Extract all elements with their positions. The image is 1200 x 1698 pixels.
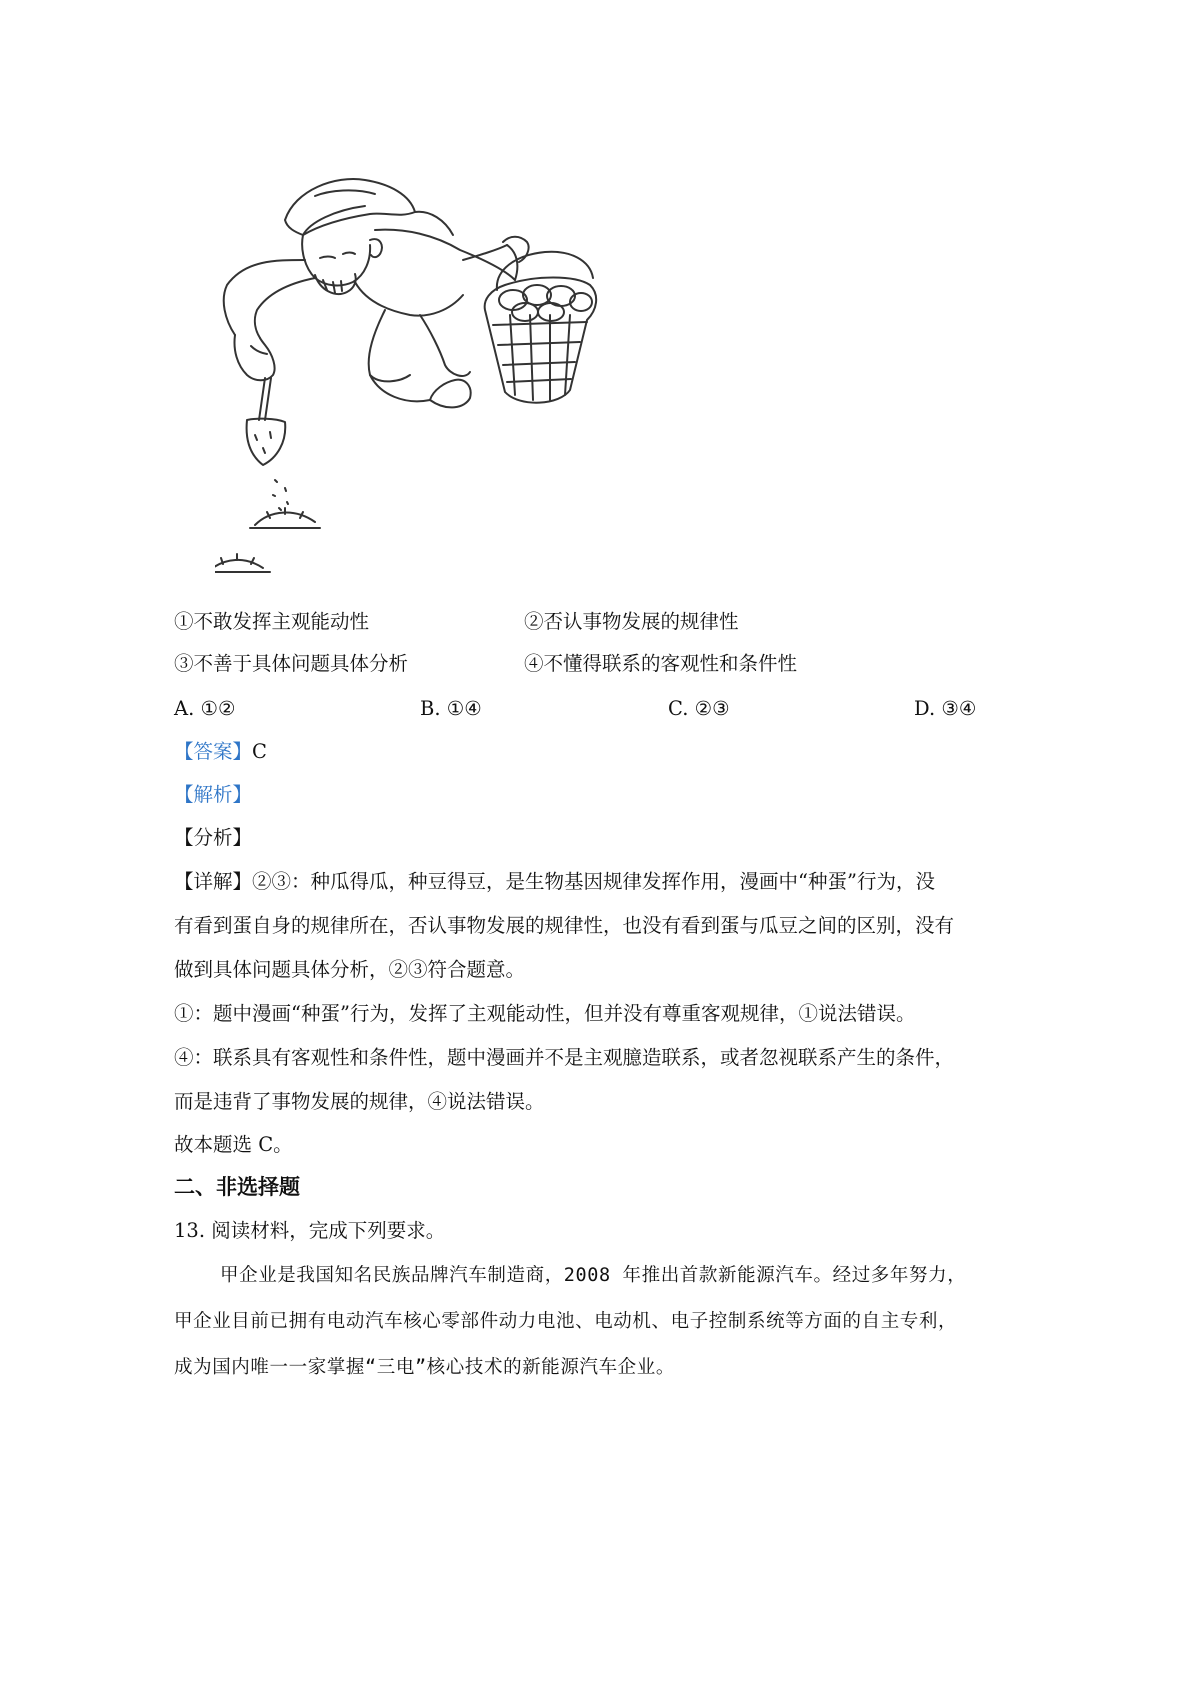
statement-4: ④不懂得联系的客观性和条件性 [524,652,798,675]
detail-line-6: 而是违背了事物发展的规律，④说法错误。 [174,1090,545,1113]
q13-stem: 13. 阅读材料，完成下列要求。 [174,1219,446,1242]
option-d: D. ③④ [914,697,977,720]
q13-material-line-2: 甲企业目前已拥有电动汽车核心零部件动力电池、电动机、电子控制系统等方面的自主专利， [174,1311,958,1332]
answer-value: C [252,740,267,763]
detail-text-1: ②③：种瓜得瓜，种豆得豆，是生物基因规律发挥作用，漫画中“种蛋”行为，没 [252,870,935,893]
option-c: C. ②③ [668,697,730,720]
detail-line-7: 故本题选 C。 [174,1133,293,1156]
farmer-planting-eggs-illustration [215,150,635,640]
detail-line-4: ①：题中漫画“种蛋”行为，发挥了主观能动性，但并没有尊重客观规律，①说法错误。 [174,1002,916,1025]
detail-line-2: 有看到蛋自身的规律所在，否认事物发展的规律性，也没有看到蛋与瓜豆之间的区别，没有 [174,914,955,937]
answer-line [174,740,267,764]
q13-material-line-1: 甲企业是我国知名民族品牌汽车制造商，2008 年推出首款新能源汽车。经过多年努力， [220,1265,967,1286]
detail-line-5: ④：联系具有客观性和条件性，题中漫画并不是主观臆造联系，或者忽视联系产生的条件， [174,1046,955,1069]
q13-material-line-3: 成为国内唯一一家掌握“三电”核心技术的新能源汽车企业。 [174,1357,675,1378]
fenxi-tag: 【分析】 [174,826,253,849]
statement-2: ②否认事物发展的规律性 [524,610,739,633]
answer-tag: 【答案】 [174,740,253,763]
detail-line-1 [174,870,935,894]
option-b: B. ①④ [420,697,482,720]
option-a: A. ①② [174,697,236,720]
section-heading: 二、非选择题 [174,1175,300,1199]
detail-tag: 【详解】 [174,870,253,893]
analysis-tag: 【解析】 [174,783,253,806]
statement-3: ③不善于具体问题具体分析 [174,652,409,675]
statement-1: ①不敢发挥主观能动性 [174,610,370,633]
detail-line-3: 做到具体问题具体分析，②③符合题意。 [174,958,526,981]
